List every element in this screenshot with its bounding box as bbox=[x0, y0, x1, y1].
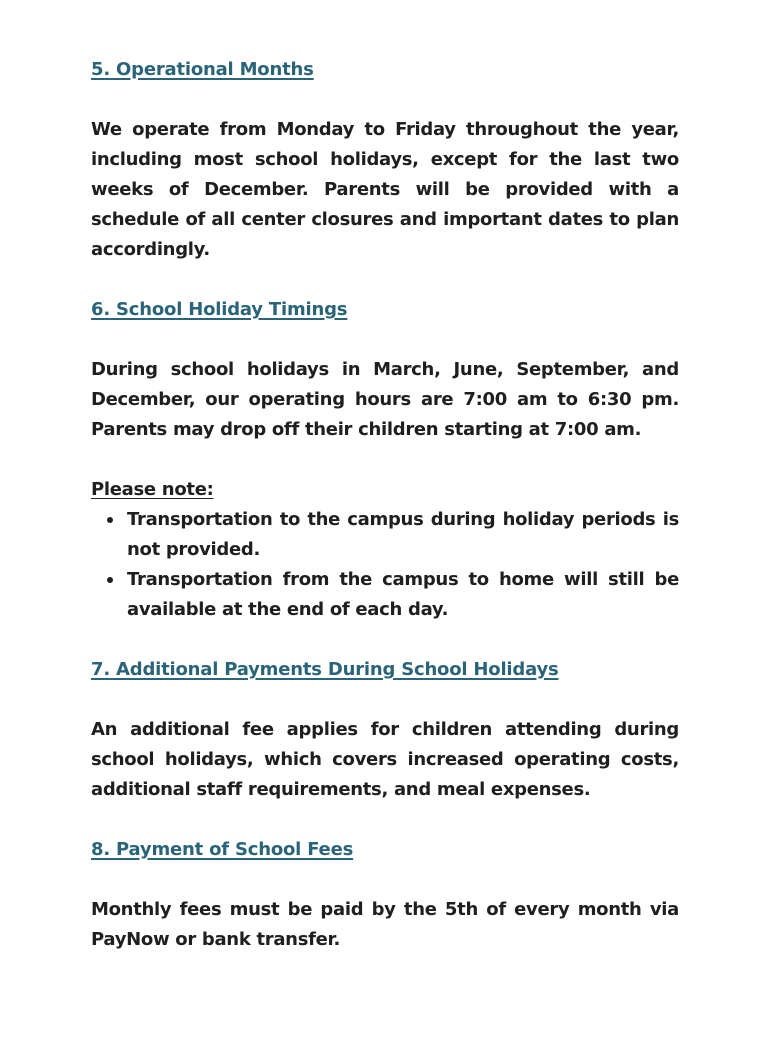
section-heading-operational-months: 5. Operational Months bbox=[91, 59, 314, 80]
section-body-additional-payments: An additional fee applies for children attending during school holidays, which covers increased operating costs, additional staff requirements, and meal expenses. bbox=[91, 719, 679, 800]
section-body-payment-of-school-fees: Monthly fees must be paid by the 5th of every month via PayNow or bank transfer. bbox=[91, 899, 679, 950]
document-page bbox=[91, 55, 679, 955]
list-item: Transportation from the campus to home will still be available at the end of each day. bbox=[127, 565, 679, 625]
please-note-label: Please note: bbox=[91, 479, 214, 500]
section-body-operational-months: We operate from Monday to Friday throughout the year, including most school holidays, except for the last two weeks of December. Parents will be provided with a schedule of all center closures and important dates to plan accordingly. bbox=[91, 119, 679, 260]
section-heading-payment-of-school-fees: 8. Payment of School Fees bbox=[91, 839, 354, 860]
notes-list bbox=[91, 505, 679, 625]
section-body-school-holiday-timings: During school holidays in March, June, September, and December, our operating hours are 7:00 am to 6:30 pm. Parents may drop off their children starting at 7:00 am. bbox=[91, 359, 679, 440]
list-item: Transportation to the campus during holiday periods is not provided. bbox=[127, 505, 679, 565]
section-heading-school-holiday-timings: 6. School Holiday Timings bbox=[91, 299, 348, 320]
section-heading-additional-payments: 7. Additional Payments During School Holidays bbox=[91, 659, 559, 680]
